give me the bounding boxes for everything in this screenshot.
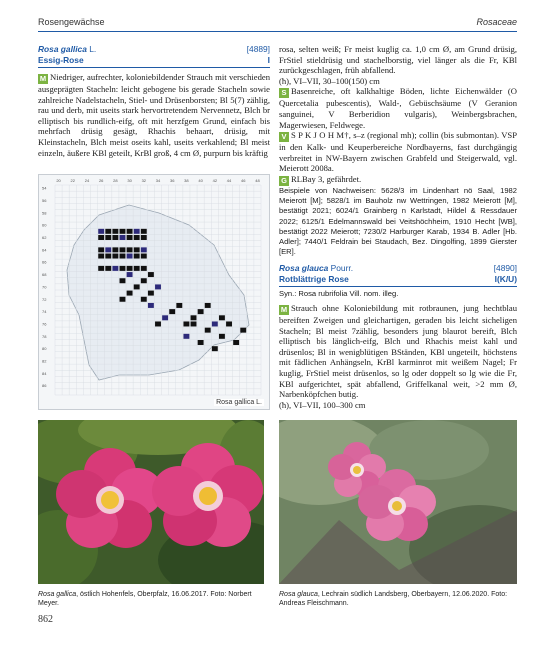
map-occurrence-cell	[134, 235, 140, 240]
header-family-latin: Rosaceae	[476, 17, 517, 27]
synonym-line: Syn.: Rosa rubrifolia Vill. nom. illeg.	[279, 289, 399, 299]
map-left-tick: 58	[42, 210, 47, 216]
map-left-tick: 60	[42, 222, 47, 228]
page-number: 862	[38, 614, 53, 625]
map-left-tick: 74	[42, 309, 47, 315]
map-occurrence-cell	[233, 340, 239, 345]
map-left-tick: 54	[42, 185, 47, 191]
map-occurrence-cell	[105, 235, 111, 240]
map-occurrence-cell	[127, 235, 133, 240]
redlist-paragraph: G RLBay 3, gefährdet.	[279, 174, 517, 186]
map-left-tick: 66	[42, 259, 47, 265]
species2-german-name: Rotblättrige Rose	[279, 274, 349, 285]
map-occurrence-cell	[98, 266, 104, 271]
map-occurrence-cell	[127, 266, 133, 271]
map-top-tick: 46	[241, 178, 246, 183]
map-left-tick: 76	[42, 321, 47, 327]
map-top-tick: 26	[98, 178, 104, 183]
photo-rosa-glauca	[279, 420, 517, 584]
map-occurrence-cell	[120, 278, 126, 283]
map-occurrence-cell	[141, 247, 147, 252]
map-occurrence-cell	[191, 321, 197, 326]
map-top-tick: 30	[127, 178, 132, 183]
map-occurrence-cell	[127, 291, 133, 296]
map-occurrence-cell	[112, 247, 118, 252]
right-column	[279, 44, 517, 410]
evidence-paragraph: Beispiele von Nachweisen: 5628/3 im Lindenhart nö Saal, 1982 Meierott [M]; 5828/1 im Bauholz nw Wettringen, 1982 Meierott [M], bestätigt 2021; 6024/1 Grainberg n Karlstadt, Hildel & Ressdauer 2022; 6125/1 Edelmannswald bei Veitshöchheim, 1910 Hecht [WB], bestätigt 2022 Meierott; 7230/2 Harburger Karab, 1934 B. Adler [Hb. Adler]; 7440/1 Feldrain bei Staudach, Bez. Dingolfing, 1899 Gierster [ER].	[279, 185, 517, 257]
description-text: Niedriger, aufrechter, koloniebildender Strauch mit verschieden ausgeprägten Stacheln: leicht gebogene bis gerade Stacheln sowie zahlreiche Nadelstacheln, Stiel- und Drüsenborsten; Bl 5(7) zählig, rau und derb, mit useits stark hervortretendem Nervennetz, Blch br elliptisch bis rundlich-eifg, oft mit herzfgem Grund, einfach bis mehrfach drüsig gesägt, Rhachis behaart, drüsig, mit Kleinstacheln, Blch meist oseits kahl, useits verkahlend; Bl meist einzeln, äußere KBl geteilt, KrBl groß, 4 cm Ø, purpurn bis kräftig	[38, 72, 270, 158]
map-graphic	[39, 175, 269, 409]
caption2-text: , Lechrain südlich Landsberg, Oberbayern, 12.06.2020. Foto: Andreas Fleischmann.	[279, 591, 508, 607]
map-left-tick: 56	[42, 197, 47, 203]
map-left-tick: 84	[42, 370, 47, 376]
map-occurrence-cell	[134, 254, 140, 259]
habitat-paragraph: S Basenreiche, oft kalkhaltige Böden, lichte Eichenwälder (O Quercetalia pubescentis), Wald-, Gebüschsäume (V Geranion sanguinei, V Berberidion vulgaris), Weinbergsbrachen, Magerwiesen, Feldwege.	[279, 86, 517, 130]
map-occurrence-cell	[198, 309, 204, 314]
map-left-tick: 68	[42, 272, 47, 278]
map-left-tick: 80	[42, 346, 47, 352]
map-occurrence-cell	[112, 254, 118, 259]
map-occurrence-cell	[212, 321, 218, 326]
map-occurrence-cell	[155, 284, 161, 289]
map-top-tick: 36	[169, 178, 175, 183]
map-occurrence-cell	[141, 229, 147, 234]
map-occurrence-cell	[120, 247, 126, 252]
redlist-tag: G	[279, 176, 289, 186]
map-occurrence-cell	[148, 272, 154, 277]
header-family-german: Rosengewächse	[38, 17, 105, 27]
map-occurrence-cell	[191, 315, 197, 320]
map-occurrence-cell	[226, 321, 232, 326]
species-author: L.	[89, 44, 97, 54]
map-left-tick: 82	[42, 358, 47, 364]
map-top-tick: 28	[113, 178, 118, 183]
distribution-tag: V	[279, 132, 289, 142]
map-occurrence-cell	[105, 247, 111, 252]
map-occurrence-cell	[98, 247, 104, 252]
map-occurrence-cell	[127, 229, 133, 234]
map-occurrence-cell	[127, 254, 133, 259]
description-paragraph	[38, 72, 270, 158]
map-occurrence-cell	[98, 254, 104, 259]
map-left-tick: 70	[42, 284, 47, 290]
map-top-tick: 34	[155, 178, 161, 183]
species-german-name: Essig-Rose	[38, 55, 84, 65]
map-occurrence-cell	[183, 321, 189, 326]
map-occurrence-cell	[134, 284, 140, 289]
map-occurrence-cell	[169, 309, 175, 314]
map-label: Rosa gallica L.	[216, 399, 262, 406]
map-occurrence-cell	[205, 328, 211, 333]
species2-latin-name: Rosa glauca	[279, 263, 329, 274]
photo-caption-2	[279, 590, 517, 608]
map-top-tick: 48	[255, 178, 260, 183]
map-occurrence-cell	[205, 303, 211, 308]
map-occurrence-cell	[148, 303, 154, 308]
running-header	[38, 17, 517, 31]
map-left-tick: 64	[42, 247, 47, 253]
map-occurrence-cell	[120, 297, 126, 302]
map-occurrence-cell	[105, 254, 111, 259]
map-occurrence-cell	[112, 229, 118, 234]
map-occurrence-cell	[105, 266, 111, 271]
life-form-line-2: (ħ), VI–VII, 100–300 cm	[279, 399, 366, 410]
map-occurrence-cell	[120, 229, 126, 234]
map-left-tick: 72	[42, 296, 47, 302]
map-occurrence-cell	[155, 321, 161, 326]
morphology-tag-2: M	[280, 304, 288, 314]
map-top-tick: 38	[184, 178, 189, 183]
distribution-paragraph: V S P K J O H M†, s–z (regional mh); collin (bis submontan). VSP in den Kalk- und Keuperbereiche Nordbayerns, fast durchgängig verbreitet in NW-Bayern zwischen Grabfeld und Steigerwald, vgl. Meierott 2008a.	[279, 130, 517, 174]
map-occurrence-cell	[141, 254, 147, 259]
map-occurrence-cell	[127, 272, 133, 277]
map-occurrence-cell	[240, 328, 246, 333]
map-occurrence-cell	[141, 278, 147, 283]
map-region-outline	[67, 205, 249, 380]
map-occurrence-cell	[212, 346, 218, 351]
map-left-tick: 86	[42, 383, 47, 389]
map-left-tick: 62	[42, 235, 47, 240]
species2-rule	[279, 286, 517, 287]
description-continued: rosa, selten weiß; Fr meist kuglig ca. 1,0 cm Ø, am Grund drüsig, FrStiel stieldrüsig und stachelborstig, viel länger als die Fr, KBl zurückgeschlagen, früh abfallend.	[279, 44, 517, 76]
species2-status: I(K/U)	[494, 274, 517, 285]
left-column	[38, 44, 270, 158]
map-top-tick: 32	[141, 178, 147, 183]
species-latin-name: Rosa gallica	[38, 44, 87, 54]
species-heading	[38, 44, 270, 68]
species2-author: Pourr.	[330, 263, 354, 274]
header-rule	[38, 31, 517, 32]
map-occurrence-cell	[141, 235, 147, 240]
map-occurrence-cell	[98, 229, 104, 234]
map-occurrence-cell	[141, 266, 147, 271]
caption1-text: , östlich Hohenfels, Oberpfalz, 16.06.2017. Foto: Norbert Meyer.	[38, 591, 252, 607]
map-top-tick: 42	[212, 178, 218, 183]
description2-paragraph: M Strauch ohne Koloniebildung mit rotbraunen, jung hechtblau bereiften Zweigen und gleichartigen, geraden bis leicht sicheligen Stacheln; Bl meist 7zählig, besonders jung blaurot bereift, Blch elliptisch bis länglich-eifg, Blch und Rhachis meist kahl und drüsenlos; Bl in wenigblütigen BStänden, KBl ungeteilt, höchstens mit fädlichen Anhängseln, KrBl karminrot mit weißem Nagel; Fr kuglig, FrStiel meist drüsenlos, so lg oder doppelt so lg wie die Fr, KBl aufgerichtet, spät abfallend, Griffelkanal weit, >2 mm Ø, Narbenköpfchen butig.	[279, 302, 517, 400]
map-top-tick: 22	[70, 178, 75, 183]
map-left-tick: 78	[42, 333, 47, 339]
map-top-tick: 44	[226, 178, 232, 183]
map-occurrence-cell	[120, 254, 126, 259]
map-occurrence-cell	[134, 229, 140, 234]
map-top-tick: 24	[84, 178, 90, 183]
photo-rosa-gallica	[38, 420, 264, 584]
species-status: I	[267, 55, 270, 65]
map-occurrence-cell	[198, 340, 204, 345]
rosa-glauca-image	[279, 420, 517, 584]
map-occurrence-cell	[120, 266, 126, 271]
photo-caption-1	[38, 590, 268, 608]
map-occurrence-cell	[141, 297, 147, 302]
map-occurrence-cell	[162, 315, 168, 320]
map-occurrence-cell	[219, 315, 225, 320]
map-occurrence-cell	[98, 235, 104, 240]
species2-number: [4890]	[493, 263, 517, 274]
species-heading-2	[279, 263, 517, 287]
rosa-gallica-image	[38, 420, 264, 584]
life-form-line: (ħ), VI–VII, 30–100(150) cm	[279, 75, 380, 86]
map-occurrence-cell	[127, 247, 133, 252]
map-top-tick: 20	[56, 178, 61, 183]
distribution-map	[38, 174, 270, 410]
map-occurrence-cell	[112, 266, 118, 271]
species-rule	[38, 67, 270, 68]
map-occurrence-cell	[105, 229, 111, 234]
morphology-tag: M	[39, 74, 47, 83]
map-occurrence-cell	[219, 334, 225, 339]
map-occurrence-cell	[176, 303, 182, 308]
map-occurrence-cell	[134, 247, 140, 252]
map-occurrence-cell	[120, 235, 126, 240]
species-number: [4889]	[246, 44, 270, 54]
map-occurrence-cell	[148, 291, 154, 296]
map-occurrence-cell	[134, 266, 140, 271]
caption2-species: Rosa glauca	[279, 591, 318, 598]
habitat-tag: S	[279, 88, 289, 98]
map-occurrence-cell	[112, 235, 118, 240]
map-occurrence-cell	[183, 334, 189, 339]
caption1-species: Rosa gallica	[38, 591, 77, 598]
map-top-tick: 40	[198, 178, 203, 183]
